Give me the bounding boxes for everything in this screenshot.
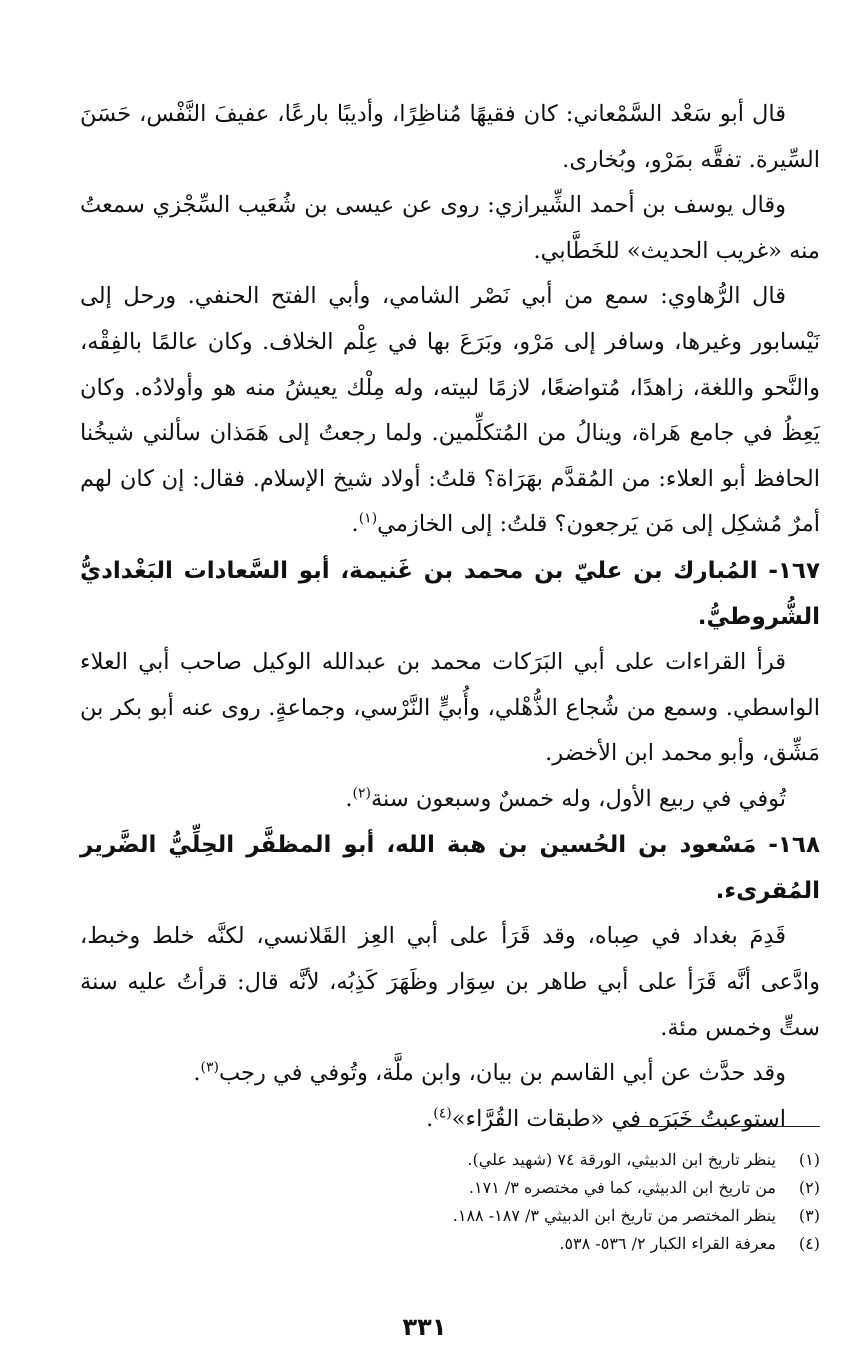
footnote-ref-4: (٤) (433, 1105, 452, 1122)
entry-heading-168: ١٦٨- مَسْعود بن الحُسين بن هبة الله، أبو المظفَّر الحِلِّيُّ الضَّرير المُقرىء. (80, 832, 820, 905)
paragraph-ruhawi (80, 274, 820, 548)
footnote-number: (٢) (798, 1178, 820, 1197)
paragraph-tabaqat-168: استوعبتُ خَبَرَه في «طبقات القُرَّاء»$^{(٤)}$. (426, 1105, 786, 1132)
footnote-item (80, 1146, 820, 1174)
footnote-text: معرفة القراء الكبار ٢/ ٥٣٦- ٥٣٨. (559, 1234, 776, 1253)
footnote-ref-3: (٣) (200, 1059, 219, 1076)
paragraph-ruhawi-text: قال الرُّهاوي: سمع من أبي نَصْر الشامي، وأبي الفتح الحنفي. ورحل إلى نَيْسابور وغيرها، وسافر إلى مَرْو، وبَرَعَ بها في عِلْم الخلاف. وكان عالمًا بالفِقْه، والنَّحو واللغة، زاهدًا، مُتواضعًا، لازمًا لبيته، وله مِلْك يعيشُ منه هو وأولادُه. وكان يَعِظُ في جامع هَراة، وينالُ من المُتكلِّمين. ولما رجعتُ إلى هَمَذان سألني شيخُنا الحافظ أبو العلاء: من المُقدَّم بهَرَاة؟ قلتُ: أولاد شيخ الإسلام. فقال: إن كان لهم أمرٌ مُشكِل إلى مَن يَرجعون؟ قلتُ: إلى الخازمي (80, 283, 820, 538)
footnote-item (80, 1202, 820, 1230)
entry-heading-167: ١٦٧- المُبارك بن عليّ بن محمد بن غَنيمة، أبو السَّعادات البَغْداديُّ الشُّروطيُّ. (80, 557, 820, 630)
tabaqat-168-text: استوعبتُ خَبَرَه في «طبقات القُرَّاء» (451, 1105, 786, 1132)
footnote-ref-2: (٢) (352, 785, 371, 802)
footnote-number: (٤) (798, 1234, 820, 1253)
footnote-number: (٣) (798, 1206, 820, 1225)
main-text (80, 92, 820, 1142)
hadith-168-text: وقد حدَّث عن أبي القاسم بن بيان، وابن ملَّة، وتُوفي في رجب (218, 1060, 786, 1087)
paragraph-shirazi: وقال يوسف بن أحمد الشِّيرازي: روى عن عيسى بن شُعَيب السِّجْزي سمعتُ منه «غريب الحديث» للخَطَّابي. (80, 192, 820, 264)
paragraph-death-167: تُوفي في ربيع الأول، وله خمسٌ وسبعون سنة$^{(٢)}$. (345, 785, 786, 812)
footnote-item (80, 1174, 820, 1202)
footnote-ref-1: (١) (358, 510, 378, 527)
footnote-text: من تاريخ ابن الدبيثي، كما في مختصره ٣/ ١٧١. (468, 1178, 776, 1197)
paragraph-hadith-168: وقد حدَّث عن أبي القاسم بن بيان، وابن ملَّة، وتُوفي في رجب$^{(٣)}$. (193, 1059, 786, 1087)
footnote-number: (١) (798, 1150, 820, 1169)
footnote-divider (622, 1126, 820, 1127)
paragraph-entry-167: قرأ القراءات على أبي البَرَكات محمد بن عبدالله الوكيل صاحب أبي العلاء الواسطي. وسمع من شُجاع الذُّهْلي، وأُبيٍّ النَّرْسي، وجماعةٍ. روى عنه أبو بكر بن مَشِّق، وأبو محمد ابن الأخضر. (80, 648, 820, 767)
footnote-item (80, 1230, 820, 1258)
footnotes-list (80, 1146, 820, 1258)
death-167-text: تُوفي في ربيع الأول، وله خمسٌ وسبعون سنة (370, 785, 786, 812)
footnote-text: ينظر تاريخ ابن الدبيثي، الورقة ٧٤ (شهيد علي). (467, 1150, 776, 1169)
paragraph-entry-168: قَدِمَ بغداد في صِباه، وقد قَرَأ على أبي العِز القَلانسي، لكنَّه خلط وخبط، وادَّعى أنَّه قَرَأ على أبي طاهر بن سِوَار وظَهَرَ كَذِبُه، لأنَّه قال: قرأتُ عليه سنة ستٍّ وخمس مئة. (80, 923, 820, 1041)
footnote-text: ينظر المختصر من تاريخ ابن الدبيثي ٣/ ١٨٧- ١٨٨. (452, 1206, 776, 1225)
paragraph-ruhawi-end: . (351, 511, 359, 538)
page-number: ٣٣١ (402, 1313, 447, 1341)
paragraph-samani: قال أبو سَعْد السَّمْعاني: كان فقيهًا مُناظِرًا، وأديبًا بارعًا، عفيفَ النَّفْس، حَسَنَ السِّيرة. تفقَّه بمَرْو، وبُخارى. (80, 101, 820, 173)
